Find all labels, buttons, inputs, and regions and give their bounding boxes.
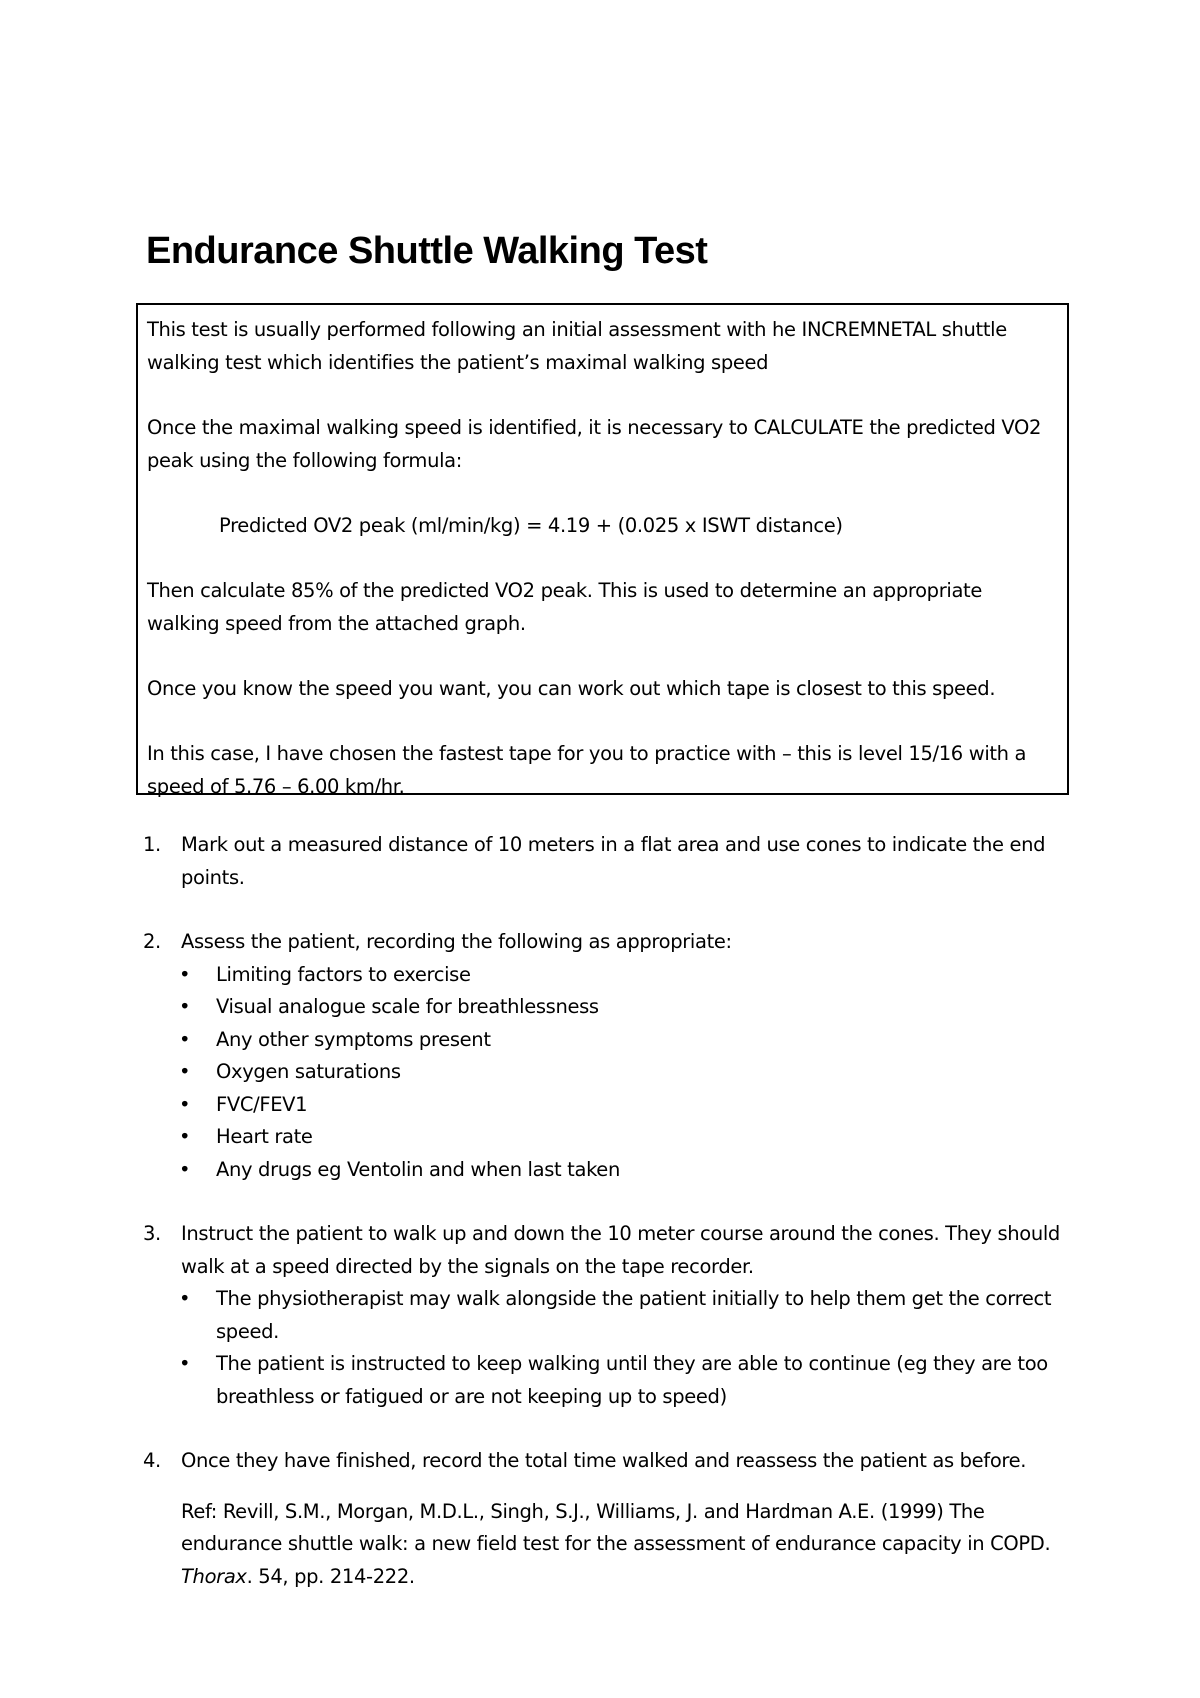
- bullet-icon: •: [179, 1092, 191, 1116]
- reference-text: Ref: Revill, S.M., Morgan, M.D.L., Singh, S.J., Williams, J. and Hardman A.E. (1999) The endurance shuttle walk: a new field test for the assessment of endurance capacity in COPD.: [181, 1499, 1051, 1555]
- step-text: Instruct the patient to walk up and down the 10 meter course around the cones. They should walk at a speed directed by the signals on the tape recorder.: [181, 1222, 1060, 1278]
- bullet-icon: •: [179, 1125, 191, 1148]
- list-item: • Any other symptoms present: [143, 1024, 1063, 1057]
- list-item: • Heart rate: [143, 1121, 1063, 1154]
- vo2-formula: Predicted OV2 peak (ml/min/kg) = 4.19 + (0.025 x ISWT distance): [219, 514, 843, 537]
- calculation-paragraph: Once the maximal walking speed is identified, it is necessary to CALCULATE the predicted VO2 peak using the following formula:: [147, 416, 1042, 472]
- assessment-list: [143, 959, 1063, 1187]
- bullet-icon: •: [179, 1060, 191, 1083]
- step-3: [143, 1218, 1063, 1283]
- reference-citation: [143, 1496, 1063, 1594]
- bullet-icon: •: [179, 1352, 191, 1375]
- journal-name: Thorax: [181, 1564, 247, 1588]
- bullet-icon: •: [179, 995, 191, 1018]
- instructions-box: [136, 303, 1069, 798]
- list-item: • Any drugs eg Ventolin and when last taken: [143, 1154, 1063, 1187]
- percentage-paragraph: Then calculate 85% of the predicted VO2 peak. This is used to determine an appropriate walking speed from the attached graph.: [147, 579, 982, 635]
- list-item: • Visual analogue scale for breathlessness: [143, 991, 1063, 1024]
- step-4: [143, 1445, 1063, 1478]
- step-text: Mark out a measured distance of 10 meters in a flat area and use cones to indicate the end points.: [181, 833, 1046, 889]
- step-1: [143, 829, 1063, 894]
- page-title: Endurance Shuttle Walking Test: [146, 230, 708, 272]
- procedure-steps: [143, 829, 1063, 1593]
- list-item: • Limiting factors to exercise: [143, 959, 1063, 992]
- reference-pages: . 54, pp. 214-222.: [246, 1564, 415, 1588]
- intro-paragraph: This test is usually performed following an initial assessment with he INCREMNETAL shuttle walking test which identifies the patient’s maximal walking speed: [147, 318, 1007, 374]
- step-2: [143, 926, 1063, 959]
- bullet-icon: •: [179, 1287, 191, 1310]
- list-item: • Oxygen saturations: [143, 1056, 1063, 1089]
- tape-paragraph: Once you know the speed you want, you can work out which tape is closest to this speed.: [147, 677, 996, 700]
- chosen-tape-paragraph: In this case, I have chosen the fastest tape for you to practice with – this is level 15/16 with a speed of 5.76 – 6.00 km/hr.: [147, 742, 1027, 798]
- bullet-icon: •: [179, 1157, 191, 1181]
- list-item: • The physiotherapist may walk alongside the patient initially to help them get the correct speed.: [143, 1283, 1063, 1348]
- step-number: 3.: [143, 1222, 161, 1245]
- step-number: 2.: [143, 930, 161, 953]
- step-number: 4.: [143, 1449, 161, 1472]
- list-item: • The patient is instructed to keep walking until they are able to continue (eg they are too breathless or fatigued or are not keeping up to speed): [143, 1348, 1063, 1413]
- list-item: • FVC/FEV1: [143, 1089, 1063, 1122]
- step-number: 1.: [143, 833, 161, 856]
- walking-instructions-list: [143, 1283, 1063, 1413]
- bullet-icon: •: [179, 962, 191, 986]
- step-text: Once they have finished, record the total time walked and reassess the patient as before.: [181, 1449, 1027, 1472]
- step-text: Assess the patient, recording the following as appropriate:: [181, 930, 732, 953]
- bullet-icon: •: [179, 1027, 191, 1051]
